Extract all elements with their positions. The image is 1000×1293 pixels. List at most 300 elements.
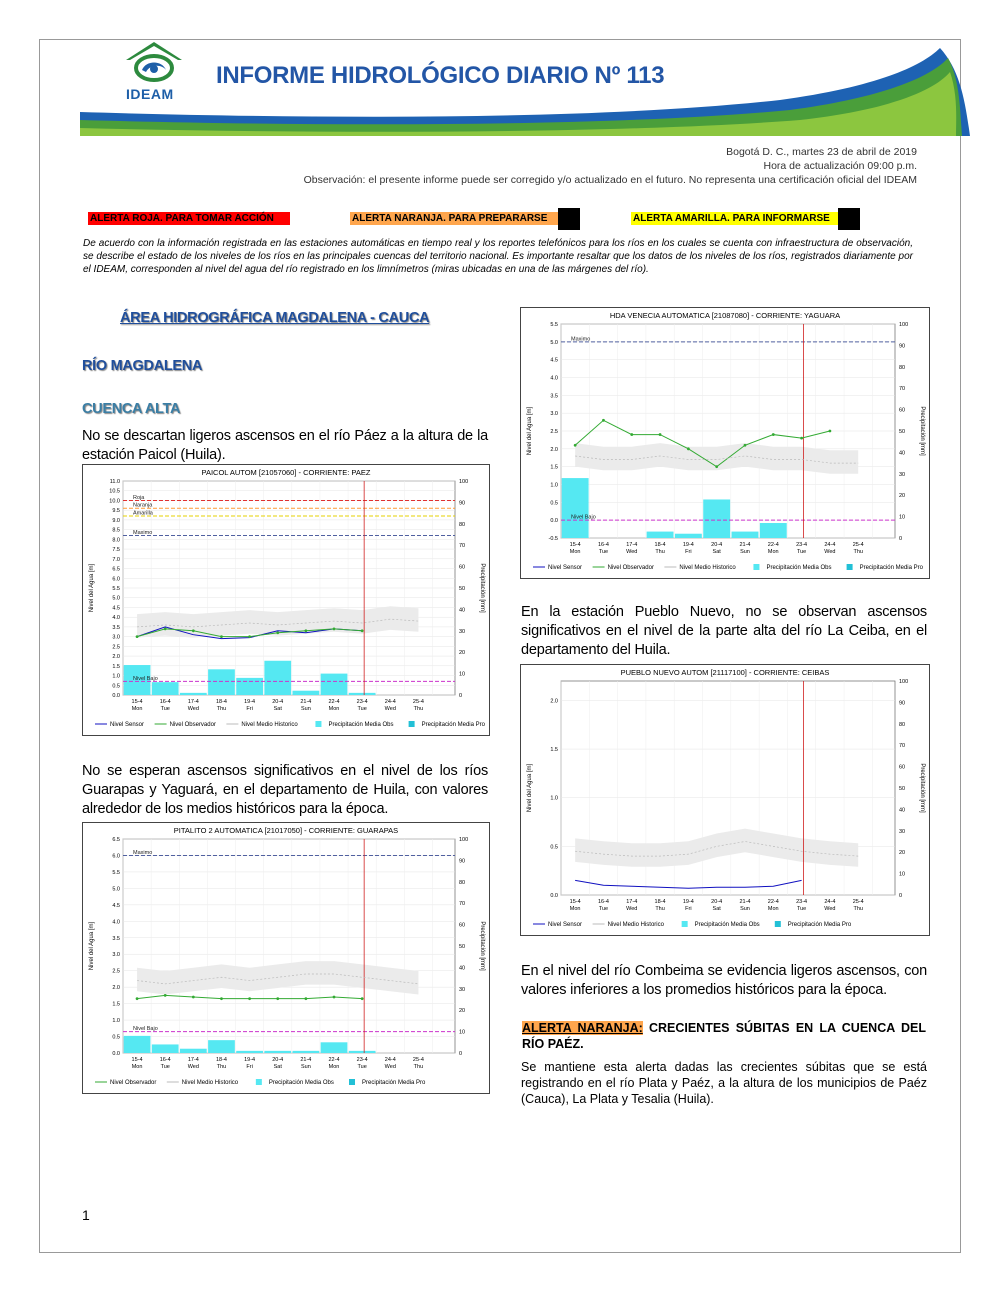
- data-point: [220, 997, 223, 1000]
- precip-obs-bar: [152, 682, 179, 695]
- y2-tick-label: 10: [899, 514, 906, 521]
- x-tick-label: 20-4: [272, 1057, 284, 1063]
- x-tick-day: Sat: [273, 1064, 282, 1070]
- intro-paragraph: De acuerdo con la información registrada en las estaciones automáticas en tiempo real y los reportes telefónicos para los ríos en los cuales se cuenta con infraestructura de observación, se describe el estado de los niveles de los ríos en las principales cuencas del territorio nacional. Es importante resaltar que los datos de los niveles de los ríos, registrados diariamente por el IDEAM, corresponden al nivel del agua del río registrado en los limnímetros (miras ubicadas en una de las márgenes del río).: [83, 238, 913, 275]
- y2-tick-label: 100: [899, 679, 909, 685]
- x-tick-label: 23-4: [356, 699, 368, 705]
- x-tick-label: 22-4: [767, 899, 779, 905]
- precip-obs-bar: [732, 532, 759, 538]
- data-point: [192, 996, 195, 999]
- x-tick-label: 17-4: [187, 1057, 199, 1063]
- y2-tick-label: 80: [899, 721, 906, 728]
- y2-tick-label: 40: [899, 807, 906, 814]
- data-point: [276, 997, 279, 1000]
- threshold-label: Nivel Bajo: [571, 514, 596, 521]
- x-tick-label: 17-4: [187, 699, 199, 705]
- chart-title: PUEBLO NUEVO AUTOM [21117100] - CORRIENTE: CEIBAS: [620, 668, 830, 677]
- y-tick-label: 6.0: [112, 576, 120, 583]
- y-tick-label: 3.5: [112, 624, 120, 631]
- data-point: [248, 997, 251, 1000]
- legend-label: Nivel Medio Historico: [607, 922, 664, 928]
- data-point: [333, 627, 336, 630]
- x-tick-day: Sat: [273, 706, 282, 712]
- y2-tick-label: 60: [459, 564, 466, 571]
- x-tick-label: 16-4: [597, 899, 609, 905]
- x-tick-day: Tue: [160, 1064, 170, 1070]
- legend-swatch: [349, 1079, 355, 1085]
- precip-obs-bar: [180, 693, 207, 695]
- x-tick-day: Thu: [655, 906, 665, 912]
- data-point: [220, 635, 223, 638]
- y2-tick-label: 50: [899, 786, 906, 792]
- y2-tick-label: 0: [459, 693, 463, 699]
- chart-title: HDA VENECIA AUTOMATICA [21087080] - CORRIENTE: YAGUARA: [609, 311, 841, 320]
- x-tick-day: Thu: [655, 549, 665, 555]
- data-point: [687, 447, 690, 450]
- chart-title: PITALITO 2 AUTOMATICA [21017050] - CORRIENTE: GUARAPAS: [173, 826, 399, 835]
- data-point: [574, 444, 577, 447]
- x-tick-day: Wed: [626, 906, 638, 912]
- y-tick-label: -0.5: [548, 536, 558, 542]
- legend-label: Nivel Medio Historico: [181, 1080, 239, 1086]
- x-tick-label: 22-4: [328, 1057, 340, 1063]
- y2-tick-label: 10: [459, 671, 466, 678]
- alert-tag: ALERTA NARANJA:: [522, 1021, 643, 1035]
- x-tick-day: Wed: [187, 706, 199, 712]
- y2-tick-label: 70: [459, 543, 466, 550]
- y-tick-label: 0.0: [550, 518, 558, 525]
- x-tick-label: 19-4: [682, 542, 694, 548]
- precip-obs-bar: [703, 499, 730, 538]
- x-tick-label: 24-4: [384, 1057, 396, 1063]
- x-tick-day: Thu: [413, 706, 424, 712]
- x-tick-day: Mon: [767, 549, 779, 555]
- data-point: [361, 997, 364, 1000]
- y-tick-label: 1.5: [550, 464, 558, 471]
- y2-tick-label: 20: [459, 650, 466, 657]
- chart-title: PAICOL AUTOM [21057060] - CORRIENTE: PAEZ: [201, 468, 371, 477]
- y-tick-label: 3.5: [112, 935, 120, 942]
- x-tick-day: Wed: [824, 906, 836, 912]
- legend-label: Precipitación Media Obs: [766, 565, 832, 571]
- x-tick-label: 17-4: [626, 899, 638, 905]
- y-tick-label: 4.5: [550, 357, 558, 364]
- x-tick-day: Thu: [853, 906, 863, 912]
- x-tick-label: 24-4: [384, 699, 396, 705]
- precip-obs-bar: [236, 1051, 263, 1053]
- data-point: [304, 629, 307, 632]
- alert-paez: [522, 1020, 926, 1052]
- x-tick-day: Tue: [357, 1064, 367, 1070]
- data-point: [744, 444, 747, 447]
- data-point: [136, 997, 139, 1000]
- y2-tick-label: 70: [899, 743, 906, 750]
- x-tick-day: Sun: [300, 1064, 311, 1070]
- x-tick-day: Tue: [357, 706, 367, 712]
- data-point: [800, 437, 803, 440]
- y-tick-label: 6.5: [112, 837, 120, 843]
- y2-axis-label: Precipitación [mm]: [479, 921, 485, 971]
- y2-tick-label: 20: [899, 850, 906, 857]
- threshold-label: Amarilla: [133, 510, 153, 517]
- x-tick-label: 15-4: [569, 899, 581, 905]
- observation-note: Observación: el presente informe puede ser corregido y/o actualizado en el futuro. No representa una certificación oficial del IDEAM: [303, 174, 917, 186]
- y-tick-label: 1.5: [112, 663, 120, 670]
- y-tick-label: 4.5: [112, 605, 120, 612]
- x-tick-label: 23-4: [356, 1057, 368, 1063]
- data-point: [659, 433, 662, 436]
- precip-obs-bar: [152, 1044, 179, 1053]
- y-tick-label: 11.0: [109, 479, 120, 485]
- y-tick-label: 0.5: [550, 500, 558, 507]
- x-tick-label: 18-4: [654, 899, 666, 905]
- legend-label: Nivel Medio Historico: [679, 565, 736, 571]
- y-tick-label: 7.5: [112, 547, 120, 554]
- legend-label: Precipitación Media Obs: [694, 922, 760, 928]
- data-point: [164, 994, 167, 997]
- x-tick-label: 18-4: [215, 699, 227, 705]
- y2-tick-label: 30: [899, 828, 906, 835]
- x-tick-day: Thu: [216, 706, 227, 712]
- y-tick-label: 0.5: [112, 683, 120, 690]
- y2-tick-label: 50: [899, 429, 906, 435]
- precip-obs-bar: [264, 661, 291, 695]
- y-tick-label: 0.0: [112, 693, 120, 699]
- x-tick-day: Sun: [740, 906, 750, 912]
- x-tick-day: Sat: [712, 549, 721, 555]
- precip-obs-bar: [675, 534, 702, 538]
- y2-axis-label: Precipitación [mm]: [919, 763, 925, 813]
- legend-swatch: [409, 721, 415, 727]
- threshold-label: Naranja: [133, 502, 153, 509]
- x-tick-day: Thu: [413, 1064, 424, 1070]
- data-point: [828, 430, 831, 433]
- x-tick-day: Sun: [740, 549, 750, 555]
- data-point: [164, 627, 167, 630]
- data-point: [772, 433, 775, 436]
- x-tick-label: 20-4: [711, 542, 723, 548]
- y2-tick-label: 90: [899, 700, 906, 707]
- x-tick-day: Mon: [569, 906, 581, 912]
- precip-obs-bar: [124, 1036, 151, 1053]
- x-tick-label: 21-4: [300, 699, 312, 705]
- y-tick-label: 5.0: [112, 886, 120, 893]
- chart-pitalito: [82, 822, 490, 1094]
- precip-obs-bar: [321, 674, 348, 695]
- alert-red-label: ALERTA ROJA. PARA TOMAR ACCIÓN: [88, 212, 290, 225]
- y2-tick-label: 40: [459, 607, 466, 614]
- y2-tick-label: 30: [459, 628, 466, 635]
- precip-obs-bar: [208, 1040, 235, 1053]
- y2-tick-label: 10: [459, 1029, 466, 1036]
- y-tick-label: 5.5: [112, 869, 120, 876]
- x-tick-day: Wed: [824, 549, 836, 555]
- x-tick-label: 25-4: [412, 699, 424, 705]
- precip-obs-bar: [562, 478, 589, 538]
- legend-label: Precipitación Media Pro: [859, 565, 923, 571]
- legend-label: Precipitación Media Pro: [787, 922, 852, 928]
- y-tick-label: 3.0: [550, 411, 558, 418]
- y2-tick-label: 70: [459, 901, 466, 908]
- y-tick-label: 1.0: [550, 795, 558, 802]
- x-tick-day: Mon: [328, 706, 340, 712]
- alert-title: CRECIENTES SÚBITAS EN LA CUENCA DEL RÍO PAÉZ.: [522, 1021, 926, 1051]
- y-tick-label: 7.0: [112, 556, 120, 563]
- precip-obs-bar: [293, 691, 320, 695]
- redaction-block: [558, 208, 580, 230]
- x-tick-day: Sat: [712, 906, 721, 912]
- x-tick-day: Thu: [853, 549, 863, 555]
- y-tick-label: 1.0: [550, 482, 558, 489]
- y-tick-label: 1.5: [550, 747, 558, 754]
- x-tick-day: Tue: [796, 549, 807, 555]
- y2-tick-label: 100: [459, 479, 469, 485]
- data-point: [361, 629, 364, 632]
- y-axis-label: Nivel del Agua [m]: [527, 763, 533, 813]
- data-point: [276, 631, 279, 634]
- chart-svg: [521, 308, 929, 578]
- legend-label: Nivel Observador: [607, 565, 654, 571]
- legend-label: Nivel Medio Historico: [241, 722, 298, 728]
- x-tick-day: Fri: [246, 1064, 253, 1070]
- y-tick-label: 1.5: [112, 1001, 120, 1008]
- legend-swatch: [682, 921, 688, 927]
- y2-tick-label: 60: [459, 922, 466, 929]
- chart-paicol: [82, 464, 490, 736]
- y-tick-label: 2.0: [112, 654, 120, 661]
- x-tick-label: 25-4: [852, 542, 864, 548]
- y2-tick-label: 80: [459, 879, 466, 886]
- legend-swatch: [315, 721, 321, 727]
- precip-obs-bar: [349, 1051, 376, 1053]
- y2-tick-label: 0: [459, 1051, 463, 1057]
- x-tick-label: 23-4: [796, 899, 808, 905]
- legend-label: Nivel Observador: [110, 1080, 157, 1086]
- paragraph-pueblonuevo: En la estación Pueblo Nuevo, no se observan ascensos significativos en el nivel de la parte alta del río La Ceiba, en el departamento del Huila.: [521, 604, 927, 658]
- report-title: INFORME HIDROLÓGICO DIARIO Nº 113: [216, 62, 665, 89]
- x-tick-label: 15-4: [569, 542, 581, 548]
- y-axis-label: Nivel del Agua [m]: [89, 563, 95, 613]
- y-tick-label: 4.5: [112, 902, 120, 909]
- threshold-label: Maximo: [133, 529, 153, 536]
- legend-label: Nivel Sensor: [548, 565, 583, 571]
- logo-text: IDEAM: [126, 86, 174, 102]
- data-point: [333, 996, 336, 999]
- legend-label: Nivel Sensor: [548, 922, 583, 928]
- x-tick-label: 17-4: [626, 542, 638, 548]
- y2-tick-label: 50: [459, 944, 466, 950]
- x-tick-label: 19-4: [244, 1057, 256, 1063]
- report-date: Bogotá D. C., martes 23 de abril de 2019: [726, 146, 917, 158]
- x-tick-day: Mon: [131, 706, 143, 712]
- page-number: 1: [82, 1207, 90, 1223]
- y-tick-label: 2.5: [550, 429, 558, 435]
- x-tick-label: 15-4: [131, 1057, 143, 1063]
- x-tick-label: 16-4: [159, 699, 171, 705]
- precip-obs-bar: [208, 669, 235, 695]
- river-heading: RÍO MAGDALENA: [82, 358, 203, 374]
- update-time: Hora de actualización 09:00 p.m.: [763, 160, 917, 172]
- legend-label: Precipitación Media Obs: [268, 1080, 334, 1086]
- precip-obs-bar: [180, 1049, 207, 1053]
- x-tick-label: 16-4: [597, 542, 609, 548]
- paragraph-combeima: En el nivel del río Combeima se evidencia ligeros ascensos, con valores inferiores a los promedios históricos para la época.: [521, 963, 927, 998]
- y-tick-label: 2.0: [112, 985, 120, 992]
- y-tick-label: 0.0: [550, 893, 558, 899]
- precip-obs-bar: [647, 532, 674, 538]
- legend-swatch: [256, 1079, 262, 1085]
- y-tick-label: 5.5: [112, 586, 120, 592]
- y-tick-label: 0.5: [112, 1034, 120, 1041]
- x-tick-day: Fri: [685, 549, 692, 555]
- area-heading: ÁREA HIDROGRÁFICA MAGDALENA - CAUCA: [120, 310, 430, 326]
- y-tick-label: 9.5: [112, 508, 120, 515]
- y2-tick-label: 60: [899, 764, 906, 771]
- y2-axis-label: Precipitación [mm]: [919, 406, 925, 456]
- data-point: [136, 635, 139, 638]
- data-point: [248, 635, 251, 638]
- x-tick-label: 21-4: [739, 899, 751, 905]
- y-tick-label: 6.5: [112, 566, 120, 573]
- x-tick-label: 24-4: [824, 542, 836, 548]
- threshold-label: Nivel Bajo: [133, 675, 158, 682]
- threshold-label: Nivel Bajo: [133, 1026, 158, 1033]
- y-tick-label: 1.0: [112, 673, 120, 680]
- data-point: [602, 419, 605, 422]
- y-tick-label: 5.0: [112, 595, 120, 602]
- data-point: [630, 433, 633, 436]
- basin-heading: CUENCA ALTA: [82, 401, 181, 417]
- x-tick-label: 21-4: [739, 542, 751, 548]
- y2-tick-label: 30: [459, 986, 466, 993]
- x-tick-label: 18-4: [215, 1057, 227, 1063]
- y-tick-label: 9.0: [112, 517, 120, 524]
- y2-tick-label: 100: [459, 837, 469, 843]
- y2-tick-label: 20: [459, 1008, 466, 1015]
- y2-tick-label: 90: [899, 343, 906, 350]
- x-tick-day: Tue: [598, 906, 609, 912]
- chart-pueblonuevo: [520, 664, 930, 936]
- alert-orange-label: ALERTA NARANJA. PARA PREPARARSE: [350, 212, 562, 225]
- paragraph-guarapas: No se esperan ascensos significativos en el nivel de los ríos Guarapas y Yaguará, en el departamento de Huila, con valores alrededor de los medios históricos para la época.: [82, 763, 488, 817]
- x-tick-label: 25-4: [412, 1057, 424, 1063]
- y2-tick-label: 100: [899, 322, 909, 328]
- y-tick-label: 10.5: [109, 488, 120, 495]
- y2-tick-label: 30: [899, 471, 906, 478]
- y2-tick-label: 40: [899, 450, 906, 457]
- y2-tick-label: 40: [459, 965, 466, 972]
- x-tick-day: Wed: [384, 1064, 396, 1070]
- y-tick-label: 3.5: [550, 393, 558, 400]
- x-tick-day: Fri: [685, 906, 692, 912]
- legend-label: Precipitación Media Obs: [328, 722, 394, 728]
- data-point: [304, 997, 307, 1000]
- y2-tick-label: 0: [899, 893, 903, 899]
- y-tick-label: 4.0: [550, 375, 558, 382]
- x-tick-label: 24-4: [824, 899, 836, 905]
- y-tick-label: 2.5: [112, 968, 120, 975]
- chart-svg: [521, 665, 929, 935]
- x-tick-day: Mon: [328, 1064, 340, 1070]
- y-tick-label: 0.0: [112, 1051, 120, 1057]
- y2-tick-label: 70: [899, 386, 906, 393]
- legend-label: Precipitación Media Pro: [421, 722, 485, 728]
- precip-obs-bar: [760, 523, 787, 538]
- data-point: [192, 629, 195, 632]
- alert-yellow-label: ALERTA AMARILLA. PARA INFORMARSE: [631, 212, 839, 225]
- x-tick-day: Fri: [246, 706, 253, 712]
- precip-obs-bar: [349, 693, 376, 695]
- y2-tick-label: 80: [899, 364, 906, 371]
- y-axis-label: Nivel del Agua [m]: [527, 406, 533, 456]
- threshold-label: Maximo: [571, 336, 591, 343]
- y-tick-label: 10.0: [109, 498, 120, 505]
- y-tick-label: 3.0: [112, 634, 120, 641]
- x-tick-day: Wed: [187, 1064, 199, 1070]
- legend-label: Nivel Observador: [169, 722, 216, 728]
- y2-tick-label: 60: [899, 407, 906, 414]
- chart-venecia: [520, 307, 930, 579]
- y2-tick-label: 0: [899, 536, 903, 542]
- y-tick-label: 2.5: [112, 644, 120, 651]
- y-tick-label: 5.0: [550, 339, 558, 346]
- x-tick-day: Tue: [796, 906, 807, 912]
- x-tick-day: Mon: [767, 906, 779, 912]
- y2-tick-label: 50: [459, 586, 466, 592]
- x-tick-label: 23-4: [796, 542, 808, 548]
- y-tick-label: 0.5: [550, 844, 558, 851]
- threshold-label: Maximo: [133, 849, 153, 856]
- x-tick-day: Sun: [300, 706, 311, 712]
- x-tick-label: 21-4: [300, 1057, 312, 1063]
- x-tick-day: Tue: [598, 549, 609, 555]
- x-tick-day: Wed: [626, 549, 638, 555]
- x-tick-label: 15-4: [131, 699, 143, 705]
- x-tick-day: Wed: [384, 706, 396, 712]
- x-tick-day: Tue: [160, 706, 170, 712]
- legend-swatch: [847, 564, 853, 570]
- x-tick-label: 22-4: [767, 542, 779, 548]
- x-tick-label: 25-4: [852, 899, 864, 905]
- x-tick-label: 19-4: [244, 699, 256, 705]
- x-tick-label: 20-4: [711, 899, 723, 905]
- y2-tick-label: 20: [899, 493, 906, 500]
- x-tick-label: 18-4: [654, 542, 666, 548]
- y2-axis-label: Precipitación [mm]: [479, 563, 485, 613]
- y-tick-label: 3.0: [112, 952, 120, 959]
- legend-label: Precipitación Media Pro: [362, 1080, 426, 1086]
- y-tick-label: 4.0: [112, 615, 120, 622]
- x-tick-label: 22-4: [328, 699, 340, 705]
- precip-obs-bar: [264, 1051, 291, 1053]
- x-tick-label: 19-4: [682, 899, 694, 905]
- y-tick-label: 4.0: [112, 919, 120, 926]
- precip-obs-bar: [321, 1042, 348, 1053]
- y-tick-label: 6.0: [112, 853, 120, 860]
- x-tick-day: Mon: [131, 1064, 143, 1070]
- chart-svg: [83, 823, 489, 1093]
- y-axis-label: Nivel del Agua [m]: [89, 921, 95, 971]
- y-tick-label: 8.0: [112, 537, 120, 544]
- threshold-label: Roja: [133, 494, 145, 501]
- legend-swatch: [753, 564, 759, 570]
- data-point: [715, 465, 718, 468]
- legend-swatch: [775, 921, 781, 927]
- y2-tick-label: 90: [459, 500, 466, 507]
- y-tick-label: 5.5: [550, 322, 558, 328]
- paragraph-paicol: No se descartan ligeros ascensos en el río Páez a la altura de la estación Paicol (Huila).: [82, 428, 488, 463]
- y2-tick-label: 80: [459, 521, 466, 528]
